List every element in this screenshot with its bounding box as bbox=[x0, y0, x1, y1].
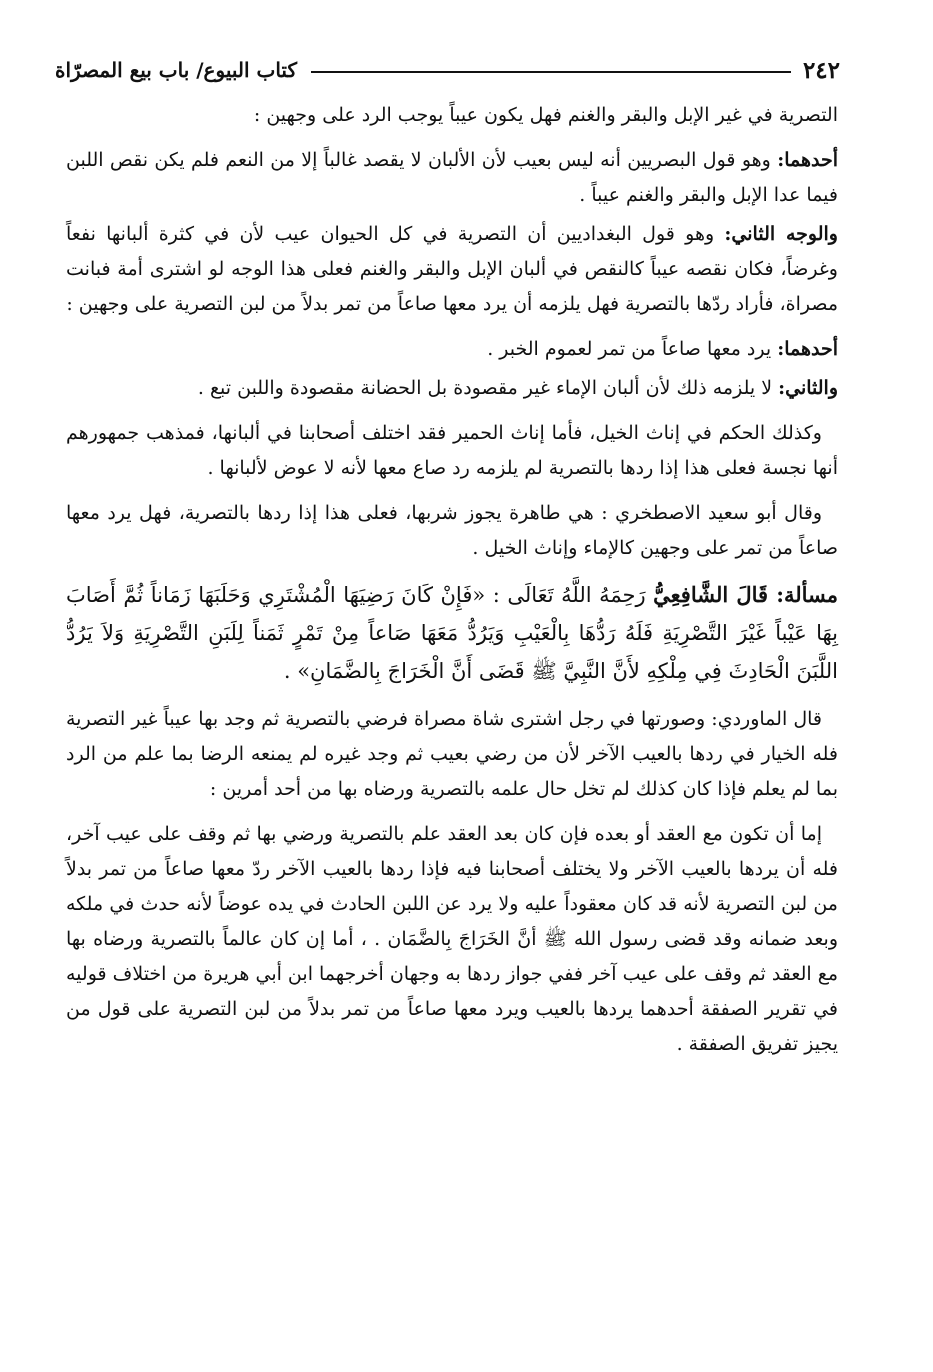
paragraph-text: رَحِمَهُ اللَّهُ تَعَالَى : «فَإِنْ كَانَ رَضِيَهَا الْمُشْتَرِي وَحَلَبَهَا زَمَاناً ثُمَّ أَصَابَ بِهَا عَيْباً غَيْرَ التَّصْرِيَةِ فَلَهُ رَدُّهَا بِالْعَيْبِ وَيَرُدُّ مَعَهَا صَاعاً مِنْ تَمْرٍ ثَمَناً لِلَبَنِ التَّصْرِيَةِ وَلاَ يَرُدُّ اللَّبَنَ الْحَادِثَ فِي مِلْكِهِ لأَنَّ النَّبِيَّ ﷺ قَضَى أَنَّ الْخَرَاجَ بِالضَّمَانِ» . bbox=[66, 583, 838, 683]
shafii-quote-paragraph bbox=[66, 576, 838, 690]
paragraph: قال الماوردي: وصورتها في رجل اشترى شاة مصراة فرضي بالتصرية ثم وجد بها عيباً غير التصرية فله الخيار في ردها بالعيب الآخر لأن من رضي بعيب ثم وجد غيره لم يمنعه الرضا بما علم من الرد بما لم يعلم فإذا كان كذلك لم تخل حال علمه بالتصرية ورضاه بها من أحد أمرين : bbox=[66, 708, 838, 800]
running-title: كتاب البيوع/ باب بيع المصرّاة bbox=[55, 58, 297, 82]
paragraph-lead: أحدهما: bbox=[777, 338, 838, 360]
paragraph bbox=[66, 143, 838, 213]
paragraph-lead: والوجه الثاني: bbox=[724, 223, 838, 245]
paragraph-text: لا يلزمه ذلك لأن ألبان الإماء غير مقصودة بل الحضانة مقصودة واللبن تبع . bbox=[197, 377, 773, 399]
paragraph-lead: أحدهما: bbox=[777, 149, 838, 171]
paragraph: إما أن تكون مع العقد أو بعده فإن كان بعد العقد علم بالتصرية ورضي بها ثم وقف على عيب آخر، فله أن يردها بالعيب الآخر ولا يختلف أصحابنا فيه فإذا ردها بالعيب الآخر ردّ معها صاعاً من تمر بدلاً من لبن التصرية لأنه قد كان معقوداً عليه ولا يرد عن اللبن الحادث في يده عوضاً لأنه حدث في ملكه وبعد ضمانه وقد قضى رسول الله ﷺ أنَّ الخَرَاجَ بِالضَّمَان . ، أما إن كان عالماً بالتصرية ورضاه بها مع العقد ثم وقف على عيب آخر ففي جواز ردها به وجهان أخرجهما ابن أبي هريرة من اختلاف قوليه في تقرير الصفقة أحدهما يردها بالعيب ويرد معها صاعاً من تمر بدلاً من لبن التصرية على قول من يجيز تفريق الصفقة . bbox=[66, 823, 838, 1055]
page-number: ٢٤٢ bbox=[802, 56, 840, 84]
page-header bbox=[55, 52, 840, 88]
paragraph: التصرية في غير الإبل والبقر والغنم فهل يكون عيباً يوجب الرد على وجهين : bbox=[253, 104, 838, 126]
paragraph-text: وهو قول البصريين أنه ليس بعيب لأن الألبان لا يقصد غالباً إلا من النعم فلم يكن نقص اللبن فيما عدا الإبل والبقر والغنم عيباً . bbox=[66, 149, 838, 206]
page-body bbox=[66, 98, 838, 1066]
paragraph-text: يرد معها صاعاً من تمر لعموم الخبر . bbox=[487, 338, 772, 360]
paragraph bbox=[66, 371, 838, 406]
header-rule bbox=[311, 71, 791, 73]
paragraph-lead: والثاني: bbox=[778, 377, 838, 399]
paragraph: وكذلك الحكم في إناث الخيل، فأما إناث الحمير فقد اختلف أصحابنا في ألبانها، فمذهب جمهورهم أنها نجسة فعلى هذا إذا ردها بالتصرية لم يلزمه رد صاع معها لأنه لا عوض لألبانها . bbox=[66, 422, 838, 479]
paragraph: وقال أبو سعيد الاصطخري : هي طاهرة يجوز شربها، فعلى هذا إذا ردها بالتصرية، فهل يرد معها صاعاً من تمر على وجهين كالإماء وإناث الخيل . bbox=[66, 502, 838, 559]
paragraph-text: وهو قول البغداديين أن التصرية في كل الحيوان عيب لأن في كثرة ألبانها نفعاً وغرضاً، فكان نقصه عيباً كالنقص في ألبان الإبل والبقر والغنم فعلى هذا الوجه لو اشترى أمة فبانت مصراة، فأراد ردّها بالتصرية فهل يلزمه أن يرد معها صاعاً من تمر بدلاً من لبن التصرية على وجهين : bbox=[66, 223, 838, 315]
paragraph bbox=[66, 217, 838, 322]
paragraph-lead: مسألة: قَالَ الشَّافِعِيُّ bbox=[653, 582, 838, 607]
paragraph bbox=[66, 332, 838, 367]
